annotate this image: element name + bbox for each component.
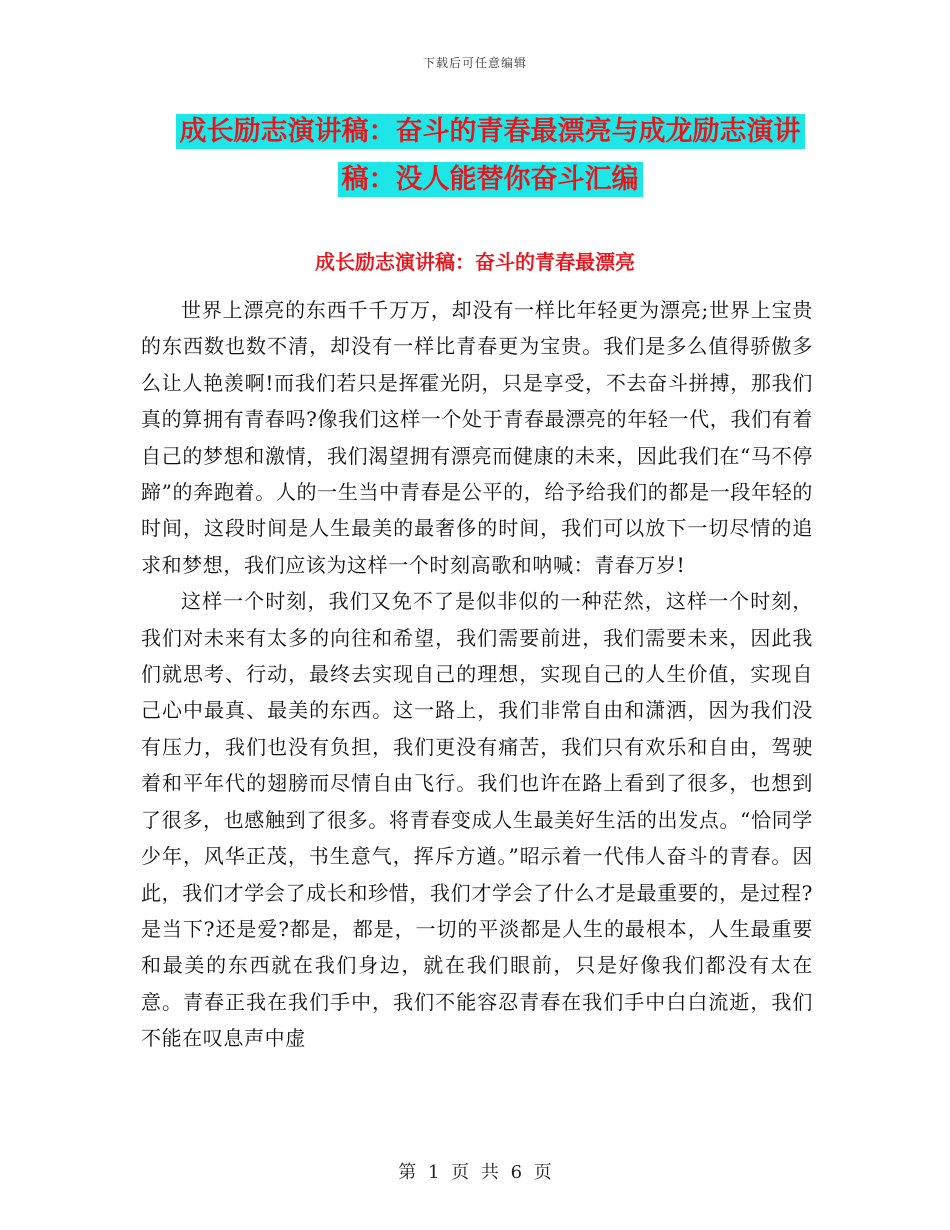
document-title [140, 108, 840, 204]
document-title-line2: 稿：没人能替你奋斗汇编 [338, 162, 643, 197]
section-title: 成长励志演讲稿：奋斗的青春最漂亮 [315, 250, 635, 274]
header-note: 下载后可任意编辑 [422, 56, 527, 70]
body-paragraph-1: 世界上漂亮的东西千千万万，却没有一样比年轻更为漂亮;世界上宝贵的东西数也数不清，却没有一样比青春更为宝贵。我们是多么值得骄傲多么让人艳羡啊!而我们若只是挥霍光阴，只是享受，不去奋斗拼搏，那我们真的算拥有青春吗?像我们这样一个处于青春最漂亮的年轻一代，我们有着自己的梦想和激情，我们渴望拥有漂亮而健康的未来，因此我们在“马不停蹄”的奔跑着。人的一生当中青春是公平的，给予给我们的都是一段年轻的时间，这段时间是人生最美的最奢侈的时间，我们可以放下一切尽情的追求和梦想，我们应该为这样一个时刻高歌和呐喊：青春万岁! [141, 298, 813, 577]
document-body [141, 292, 813, 1057]
document-title-line1: 成长励志演讲稿：奋斗的青春最漂亮与成龙励志演讲 [176, 114, 805, 149]
page-number-footer: 第 1 页 共 6 页 [398, 1162, 552, 1183]
body-paragraph-2: 这样一个时刻，我们又免不了是似非似的一种茫然，这样一个时刻，我们对未来有太多的向往和希望，我们需要前进，我们需要未来，因此我们就思考、行动，最终去实现自己的理想，实现自己的人生价值，实现自己心中最真、最美的东西。这一路上，我们非常自由和潇洒，因为我们没有压力，我们也没有负担，我们更没有痛苦，我们只有欢乐和自由，驾驶着和平年代的翅膀而尽情自由飞行。我们也许在路上看到了很多，也想到了很多，也感触到了很多。将青春变成人生最美好生活的出发点。“恰同学少年，风华正茂，书生意气，挥斥方遒。”昭示着一代伟人奋斗的青春。因此，我们才学会了成长和珍惜，我们才学会了什么才是最重要的，是过程?是当下?还是爱?都是，都是，一切的平淡都是人生的最根本，人生最重要和最美的东西就在我们身边，就在我们眼前，只是好像我们都没有太在意。青春正我在我们手中，我们不能容忍青春在我们手中白白流逝，我们不能在叹息声中虚 [141, 589, 813, 1051]
